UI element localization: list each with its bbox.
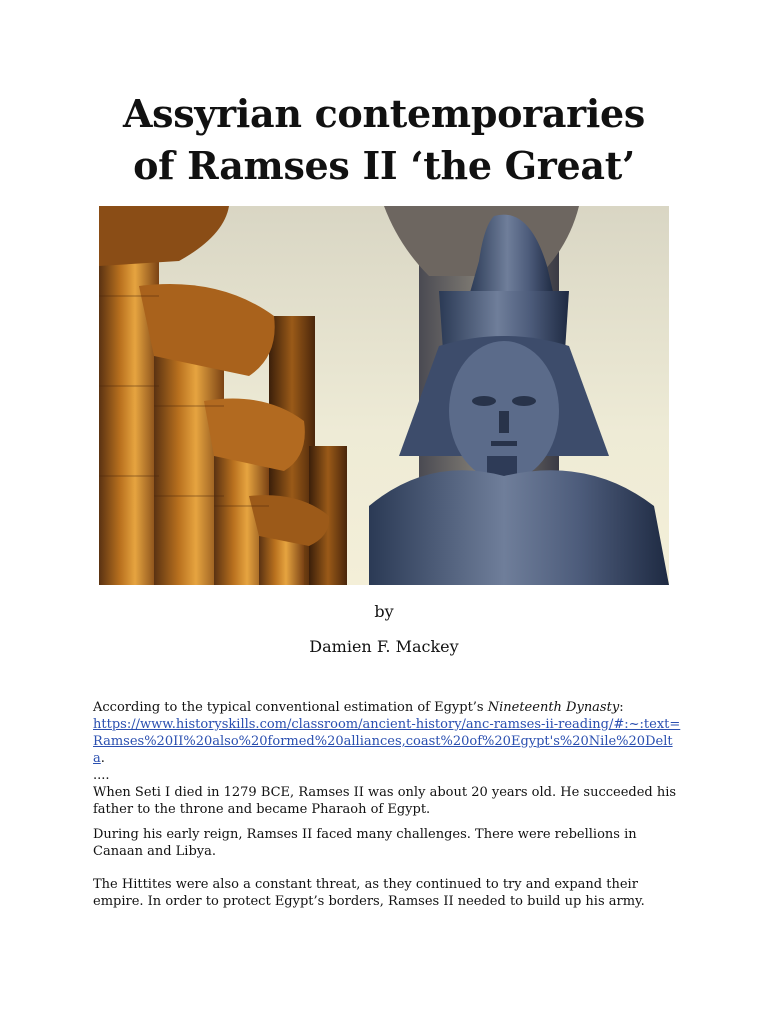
source-link[interactable]: https://www.historyskills.com/classroom/ancient-history/anc-ramses-ii-reading/#:~:text=Ramses%20II%20also%20formed%20alliances,coast%20of%20Egypt's%20Nile%20Delta — [93, 717, 681, 766]
paragraph-1: When Seti I died in 1279 BCE, Ramses II was only about 20 years old. He succeeded his father to the throne and became Pharaoh of Egypt. — [93, 785, 677, 817]
intro-suffix: : — [619, 700, 624, 715]
intro-italic: Nineteenth Dynasty — [487, 700, 620, 715]
intro-prefix: According to the typical conventional estimation of Egypt’s — [93, 700, 488, 715]
author-name: Damien F. Mackey — [309, 637, 459, 656]
byline-by: by — [374, 602, 394, 621]
body-text — [93, 699, 683, 910]
cover-photo — [99, 206, 669, 585]
paragraph-3: The Hittites were also a constant threat, as they continued to try and expand their empire. In order to protect Egypt’s borders, Ramses II needed to build up his army. — [93, 877, 645, 909]
link-suffix: . — [100, 751, 105, 766]
ellipsis: .... — [93, 768, 110, 783]
paragraph-2: During his early reign, Ramses II faced many challenges. There were rebellions in Canaan and Libya. — [93, 827, 637, 859]
document-title — [0, 88, 768, 192]
title-line-1: Assyrian contemporaries — [122, 91, 646, 136]
intro-paragraph — [93, 699, 683, 767]
title-line-2: of Ramses II ‘the Great’ — [133, 143, 635, 188]
